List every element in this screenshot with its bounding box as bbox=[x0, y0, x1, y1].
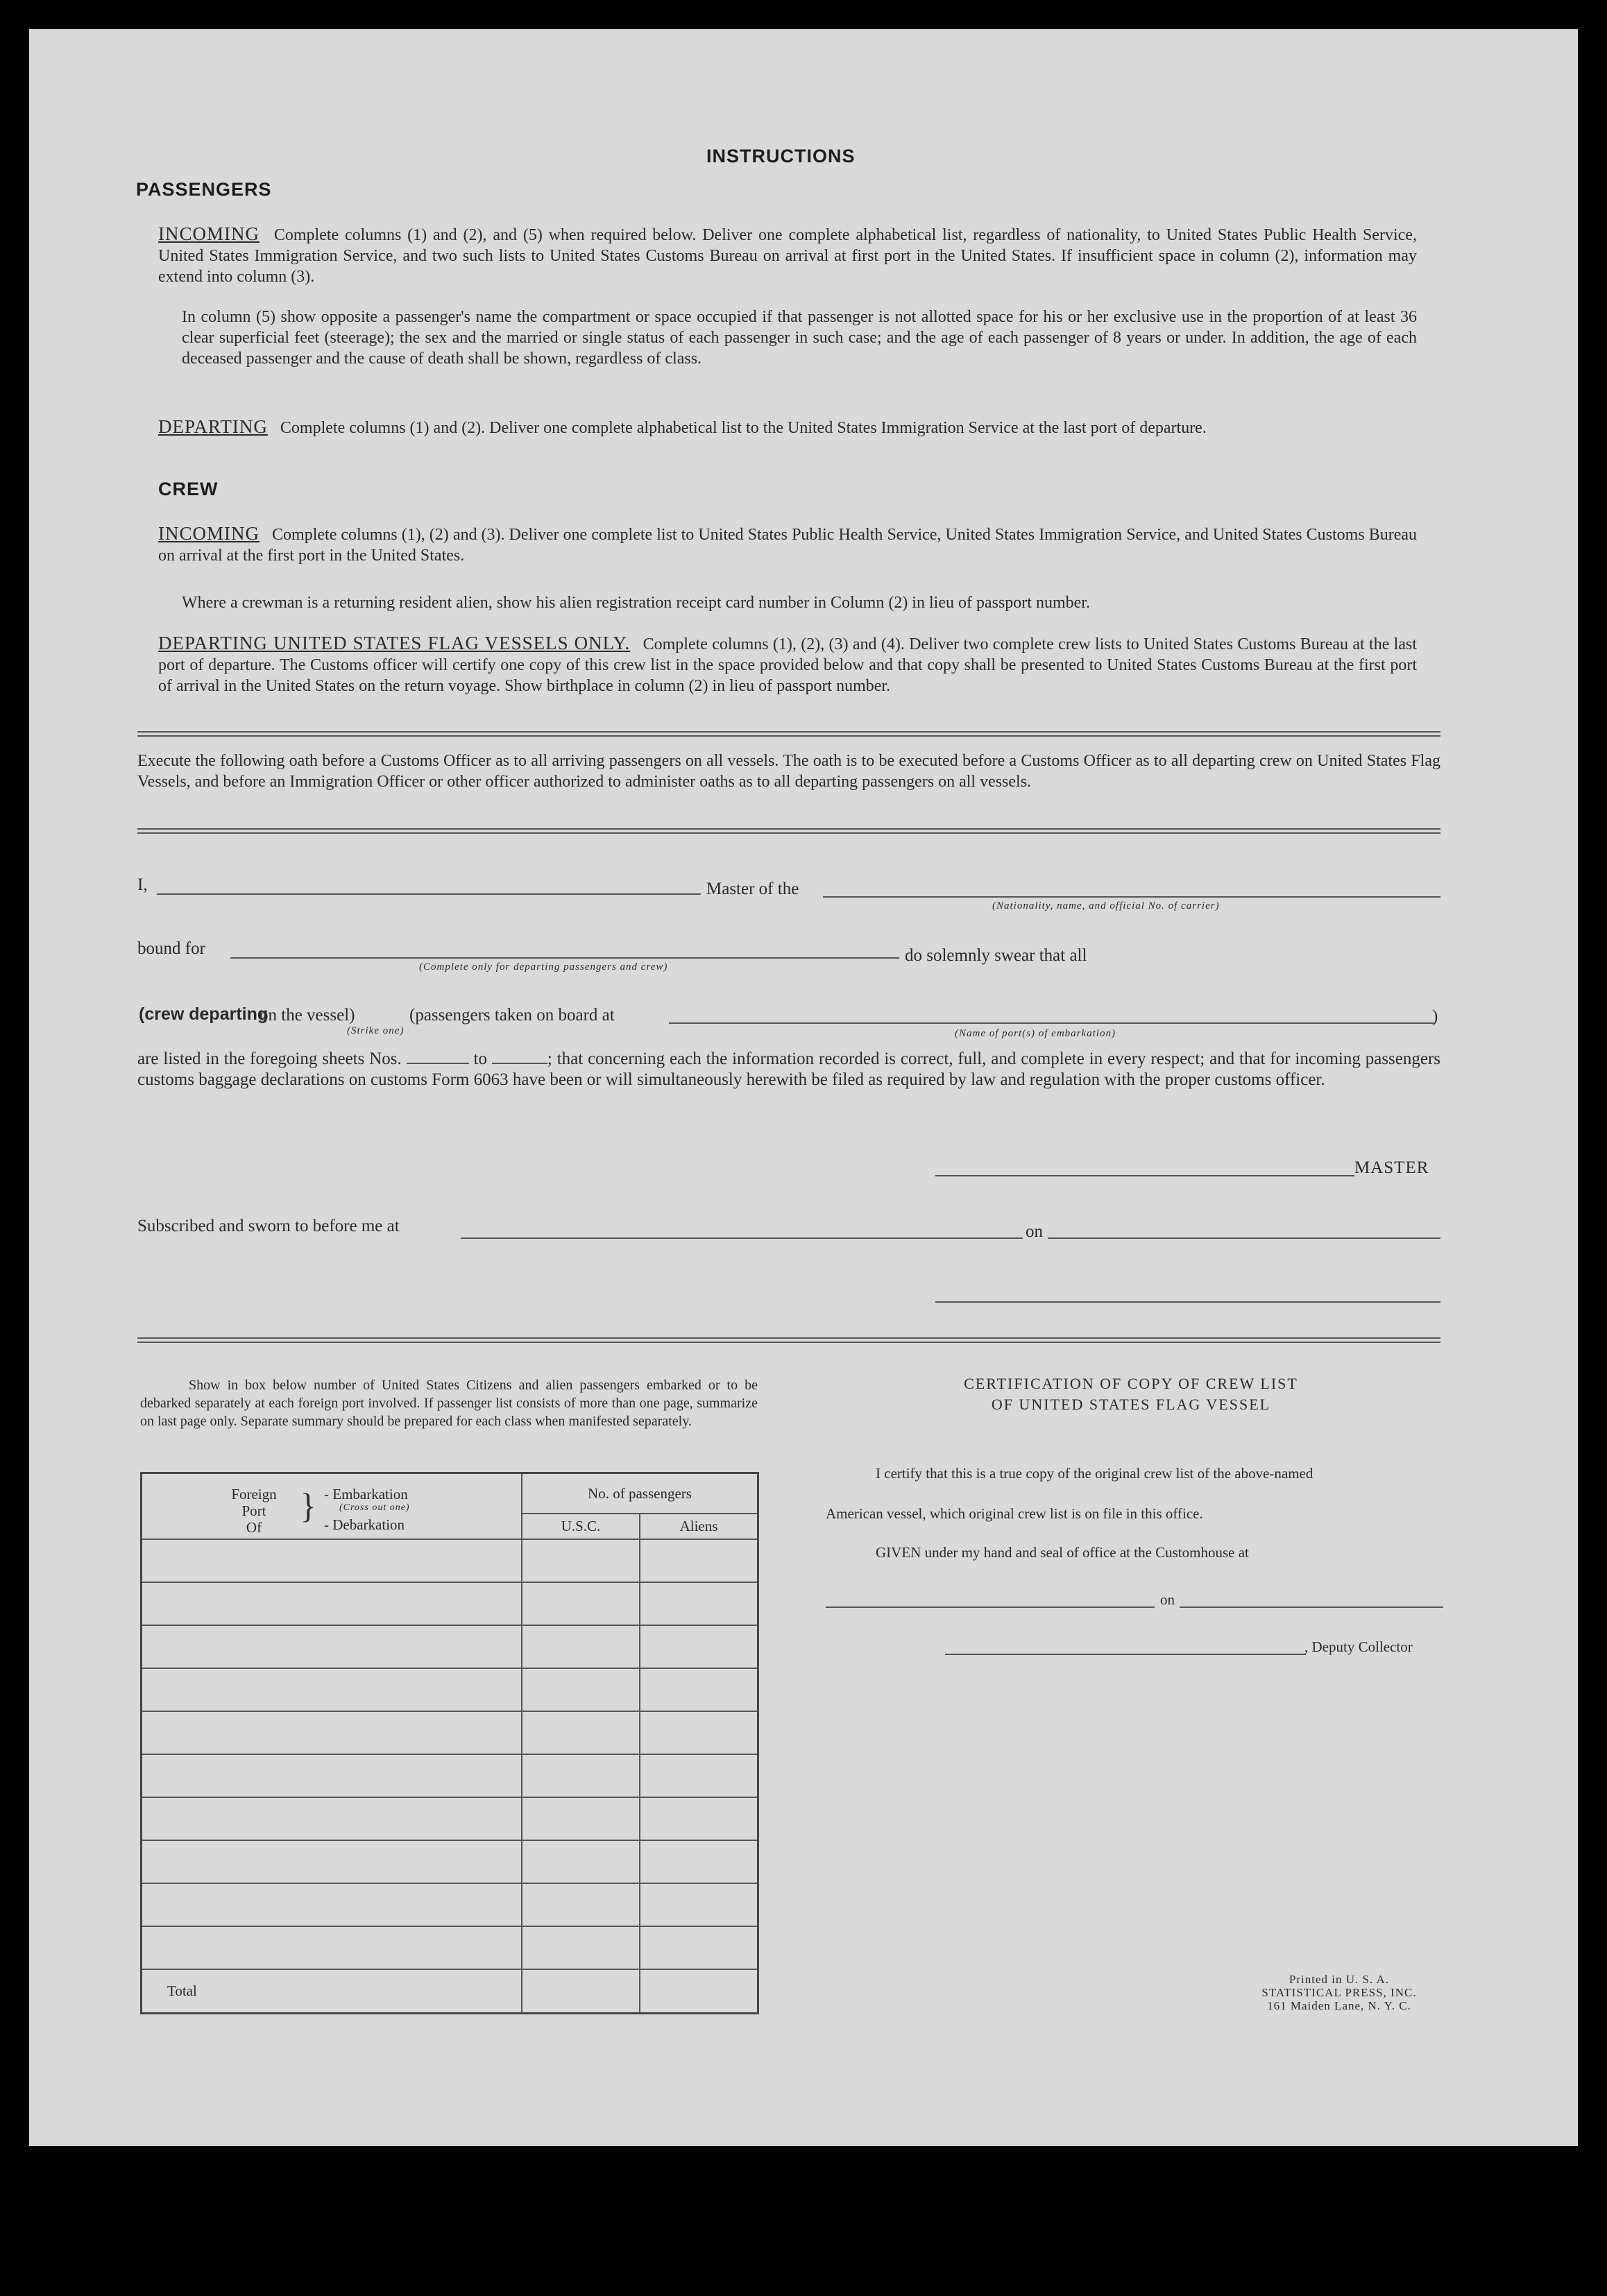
master-name-field[interactable] bbox=[157, 893, 701, 895]
foreign-port-of: Foreign Port Of bbox=[231, 1485, 277, 1536]
usc-cell[interactable] bbox=[522, 1625, 640, 1668]
summary-row bbox=[142, 1668, 758, 1711]
crew-incoming-text: Complete columns (1), (2) and (3). Deliver one complete list to United States Public Health Service, United States Immigration Service, and United States Customs Bureau on arrival at the first port in the United States. bbox=[158, 526, 1418, 565]
on-the-vessel-text: on the vessel) bbox=[260, 1006, 355, 1025]
port-cell[interactable] bbox=[142, 1797, 522, 1840]
certify-line2: American vessel, which original crew list is on file in this office. bbox=[826, 1505, 1203, 1522]
total-label: Total bbox=[142, 1969, 522, 2013]
certification-heading-line2: OF UNITED STATES FLAG VESSEL bbox=[991, 1396, 1271, 1413]
aliens-cell[interactable] bbox=[640, 1926, 758, 1969]
certify-line1: I certify that this is a true copy of the original crew list of the above-named bbox=[876, 1465, 1313, 1482]
passengers-incoming-paragraph bbox=[158, 223, 1417, 287]
double-rule bbox=[137, 828, 1440, 834]
master-label: MASTER bbox=[1354, 1158, 1429, 1177]
strike-one-caption: (Strike one) bbox=[347, 1025, 405, 1036]
to-label: to bbox=[473, 1050, 487, 1068]
aliens-cell[interactable] bbox=[640, 1711, 758, 1754]
master-signature-field[interactable] bbox=[935, 1175, 1354, 1176]
aliens-cell[interactable] bbox=[640, 1625, 758, 1668]
passengers-incoming-label: INCOMING bbox=[158, 223, 260, 244]
usc-header: U.S.C. bbox=[522, 1514, 640, 1539]
page-title: INSTRUCTIONS bbox=[706, 146, 856, 166]
aliens-cell[interactable] bbox=[640, 1883, 758, 1926]
summary-row bbox=[142, 1539, 758, 1582]
imprint-line2: STATISTICAL PRESS, INC. bbox=[1261, 1986, 1417, 1999]
bound-for-field[interactable] bbox=[230, 957, 899, 959]
bound-for-label: bound for bbox=[137, 939, 205, 958]
column5-paragraph: In column (5) show opposite a passenger's name the compartment or space occupied if that passenger is not allotted space for his or her exclusive use in the proportion of at least 36 clear superficial feet (steerage); the sex and the married or single status of each passenger in such case; and the age of each passenger of 8 years or under. In addition, the age of each deceased passenger and the cause of death shall be shown, regardless of class. bbox=[182, 308, 1417, 368]
crew-departing-paragraph bbox=[158, 633, 1417, 696]
crew-incoming-label: INCOMING bbox=[158, 523, 260, 544]
listed-rest: ; that concerning each the information recorded is correct, full, and complete in every respect; and that for incoming passengers customs baggage declarations on customs Form 6063 have been or will simultaneously herewith be filed as required by law and regulation with the proper customs officer. bbox=[137, 1050, 1441, 1089]
aliens-cell[interactable] bbox=[640, 1797, 758, 1840]
passengers-heading: PASSENGERS bbox=[136, 179, 272, 200]
passengers-incoming-text: Complete columns (1) and (2), and (5) when required below. Deliver one complete alphabetical list, regardless of nationality, to United States Public Health Service, United States Immigration Service, and two such lists to United States Customs Bureau on arrival at first port in the United States. If insufficient space in column (2), information may extend into column (3). bbox=[158, 226, 1417, 286]
no-of-passengers-header: No. of passengers bbox=[522, 1473, 758, 1514]
crew-departing-text: Complete columns (1), (2), (3) and (4). Deliver two complete crew lists to United States Customs Bureau at the last port of departure. The Customs officer will certify one copy of this crew list in the space provided below and that copy shall be presented to United States Customs Bureau at the first port of arrival in the United States on the return voyage. Show birthplace in column (2) in lieu of passport number. bbox=[158, 635, 1418, 695]
printer-imprint bbox=[1221, 1973, 1457, 2012]
ports-field[interactable] bbox=[669, 1022, 1435, 1024]
port-cell[interactable] bbox=[142, 1539, 522, 1582]
crew-departing-label: DEPARTING UNITED STATES FLAG VESSELS ONLY. bbox=[158, 633, 631, 653]
imprint-line3: 161 Maiden Lane, N. Y. C. bbox=[1267, 1999, 1411, 2012]
summary-row bbox=[142, 1926, 758, 1969]
aliens-cell[interactable] bbox=[640, 1668, 758, 1711]
port-cell[interactable] bbox=[142, 1625, 522, 1668]
given-text: GIVEN under my hand and seal of office at the Customhouse at bbox=[876, 1544, 1249, 1561]
aliens-cell[interactable] bbox=[640, 1840, 758, 1883]
listed-paragraph bbox=[137, 1049, 1440, 1090]
close-paren: ) bbox=[1432, 1007, 1438, 1026]
usc-cell[interactable] bbox=[522, 1840, 640, 1883]
subscribed-place-field[interactable] bbox=[461, 1237, 1023, 1239]
imprint-line1: Printed in U. S. A. bbox=[1289, 1973, 1390, 1986]
total-usc-cell[interactable] bbox=[522, 1969, 640, 2013]
crew-departing-option: (crew departing bbox=[139, 1004, 269, 1024]
embarkation-option[interactable]: - Embarkation bbox=[324, 1485, 408, 1502]
usc-cell[interactable] bbox=[522, 1926, 640, 1969]
summary-row bbox=[142, 1797, 758, 1840]
summary-row bbox=[142, 1582, 758, 1625]
cross-out-caption: (Cross out one) bbox=[339, 1502, 410, 1513]
cert-on-label: on bbox=[1160, 1591, 1175, 1608]
debarkation-option[interactable]: - Debarkation bbox=[324, 1516, 405, 1533]
crew-heading: CREW bbox=[158, 479, 219, 499]
summary-instruction: Show in box below number of United States Citizens and alien passengers embarked or to be debarked separately at each foreign port involved. If passenger list consists of more than one page, summarize on last page only. Separate summary should be prepared for each class when manifested separately. bbox=[140, 1378, 758, 1429]
ports-caption: (Name of port(s) of embarkation) bbox=[955, 1028, 1116, 1039]
total-row bbox=[142, 1969, 758, 2013]
usc-cell[interactable] bbox=[522, 1711, 640, 1754]
aliens-cell[interactable] bbox=[640, 1582, 758, 1625]
passengers-departing-text: Complete columns (1) and (2). Deliver one complete alphabetical list to the United States Immigration Service at the last port of departure. bbox=[280, 419, 1207, 437]
usc-cell[interactable] bbox=[522, 1668, 640, 1711]
passengers-taken-text: (passengers taken on board at bbox=[409, 1006, 615, 1025]
complete-only-caption: (Complete only for departing passengers and crew) bbox=[419, 961, 668, 973]
passengers-departing-paragraph bbox=[158, 416, 1417, 438]
port-cell[interactable] bbox=[142, 1926, 522, 1969]
certification-heading bbox=[853, 1373, 1409, 1415]
aliens-cell[interactable] bbox=[640, 1754, 758, 1797]
swear-text: do solemnly swear that all bbox=[905, 946, 1087, 965]
usc-cell[interactable] bbox=[522, 1754, 640, 1797]
usc-cell[interactable] bbox=[522, 1582, 640, 1625]
summary-row bbox=[142, 1625, 758, 1668]
customhouse-field[interactable] bbox=[826, 1607, 1155, 1608]
summary-row bbox=[142, 1754, 758, 1797]
port-cell[interactable] bbox=[142, 1711, 522, 1754]
oath-instruction: Execute the following oath before a Customs Officer as to all arriving passengers on all vessels. The oath is to be executed before a Customs Officer as to all departing crew on United States Flag Vessels, and before an Immigration Officer or other officer authorized to administer oaths as to all departing passengers on all vessels. bbox=[137, 752, 1440, 791]
officer-signature-field[interactable] bbox=[935, 1301, 1440, 1303]
sheet-to-field[interactable] bbox=[492, 1063, 547, 1064]
port-cell[interactable] bbox=[142, 1582, 522, 1625]
port-cell[interactable] bbox=[142, 1883, 522, 1926]
sheet-from-field[interactable] bbox=[407, 1063, 469, 1064]
port-cell[interactable] bbox=[142, 1754, 522, 1797]
summary-row bbox=[142, 1883, 758, 1926]
summary-row bbox=[142, 1840, 758, 1883]
subscribed-date-field[interactable] bbox=[1048, 1237, 1440, 1239]
nationality-caption: (Nationality, name, and official No. of carrier) bbox=[992, 900, 1220, 911]
oath-i-label: I, bbox=[137, 875, 148, 894]
passenger-summary-table bbox=[140, 1472, 759, 2014]
crew-incoming-paragraph bbox=[158, 523, 1417, 566]
certification-heading-line1: CERTIFICATION OF COPY OF CREW LIST bbox=[964, 1375, 1298, 1392]
on-label: on bbox=[1026, 1222, 1043, 1241]
total-aliens-cell[interactable] bbox=[640, 1969, 758, 2013]
brace-icon: } bbox=[300, 1485, 316, 1525]
master-of-the-label: Master of the bbox=[706, 880, 799, 898]
usc-cell[interactable] bbox=[522, 1883, 640, 1926]
double-rule bbox=[137, 1337, 1440, 1343]
double-rule bbox=[137, 731, 1440, 737]
port-cell[interactable] bbox=[142, 1840, 522, 1883]
port-cell[interactable] bbox=[142, 1668, 522, 1711]
cert-date-field[interactable] bbox=[1180, 1607, 1443, 1608]
aliens-cell[interactable] bbox=[640, 1539, 758, 1582]
aliens-header: Aliens bbox=[640, 1514, 758, 1539]
port-header-cell bbox=[142, 1473, 522, 1540]
subscribed-label: Subscribed and sworn to before me at bbox=[137, 1217, 400, 1235]
passengers-departing-label: DEPARTING bbox=[158, 416, 268, 437]
summary-row bbox=[142, 1711, 758, 1754]
deputy-signature-field[interactable] bbox=[945, 1654, 1306, 1655]
crew-resident-paragraph: Where a crewman is a returning resident alien, show his alien registration receipt card number in Column (2) in lieu of passport number. bbox=[182, 594, 1090, 612]
listed-start: are listed in the foregoing sheets Nos. bbox=[137, 1050, 402, 1068]
usc-cell[interactable] bbox=[522, 1539, 640, 1582]
usc-cell[interactable] bbox=[522, 1797, 640, 1840]
carrier-field[interactable] bbox=[823, 896, 1440, 898]
deputy-collector-label: , Deputy Collector bbox=[1304, 1638, 1413, 1655]
